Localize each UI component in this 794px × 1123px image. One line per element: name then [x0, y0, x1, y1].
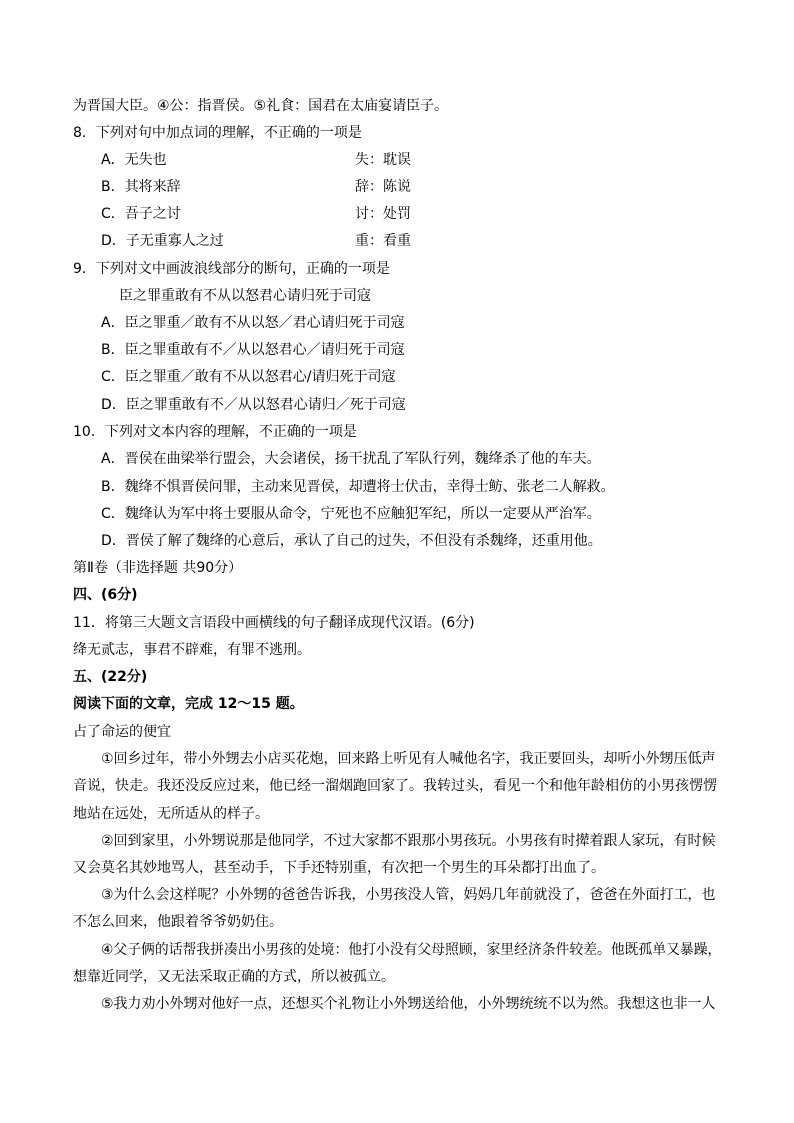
q9-option-d: D．臣之罪重敢有不／从以怒君心请归／死于司寇	[101, 397, 406, 413]
q9-sentence: 臣之罪重敢有不从以怒君心请归死于司寇	[119, 288, 371, 304]
q8-option-d-meaning: 重：看重	[355, 233, 411, 249]
q8-option-b-meaning: 辞：陈说	[355, 179, 411, 195]
q11-sentence: 绛无贰志，事君不辟难，有罪不逃刑。	[73, 642, 311, 658]
q10-option-c: C．魏绛认为军中将士要服从命令，宁死也不应触犯军纪，所以一定要从严治军。	[101, 506, 601, 522]
q8-option-c-meaning: 讨：处罚	[355, 206, 411, 222]
paragraph-3-line-1: ③为什么会这样呢？小外甥的爸爸告诉我，小男孩没人管，妈妈几年前就没了，爸爸在外面打工，也	[101, 887, 716, 903]
paragraph-1-line-1: ①回乡过年，带小外甥去小店买花炮，回来路上听见有人喊他名字，我正要回头，却听小外甥压低声	[101, 751, 716, 767]
article-title: 占了命运的便宜	[73, 724, 171, 740]
section-5-heading: 五、(22分)	[73, 669, 148, 685]
paragraph-2-line-1: ②回到家里，小外甥说那是他同学，不过大家都不跟那小男孩玩。小男孩有时撵着跟人家玩，有时候	[101, 833, 716, 849]
question-9: 9．下列对文中画波浪线部分的断句，正确的一项是	[73, 261, 390, 277]
paragraph-1-line-3: 地站在远处，无所适从的样子。	[73, 806, 269, 822]
paragraph-3-line-2: 不怎么回来，他跟着爷爷奶奶住。	[73, 914, 283, 930]
q9-option-c: C．臣之罪重／敢有不从以怒君心/请归死于司寇	[101, 369, 396, 385]
question-8: 8．下列对句中加点词的理解，不正确的一项是	[73, 125, 362, 141]
q8-option-c-text: C．吾子之讨	[101, 206, 181, 222]
q9-option-a: A．臣之罪重／敢有不从以怒／君心请归死于司寇	[101, 315, 405, 331]
paragraph-5-line-1: ⑤我力劝小外甥对他好一点，还想买个礼物让小外甥送给他，小外甥统统不以为然。我想这也非一人	[101, 996, 716, 1012]
reading-instruction: 阅读下面的文章，完成 12～15 题。	[73, 696, 304, 712]
volume-2-heading: 第Ⅱ卷（非选择题 共90分）	[73, 560, 243, 576]
q9-option-b: B．臣之罪重敢有不／从以怒君心／请归死于司寇	[101, 342, 405, 358]
q8-option-a	[101, 150, 411, 170]
q8-option-a-meaning: 失：耽误	[355, 152, 411, 168]
paragraph-4-line-2: 想靠近同学，又无法采取正确的方式，所以被孤立。	[73, 969, 395, 985]
q8-option-b-text: B．其将来辞	[101, 179, 181, 195]
question-11: 11．将第三大题文言语段中画横线的句子翻译成现代汉语。(6分)	[73, 615, 475, 631]
paragraph-4-line-1: ④父子俩的话帮我拼凑出小男孩的处境：他打小没有父母照顾，家里经济条件较差。他既孤单又暴躁，	[101, 942, 722, 958]
q8-option-b	[101, 177, 411, 197]
footnote-line: 为晋国大臣。④公：指晋侯。⑤礼食：国君在太庙宴请臣子。	[73, 98, 449, 114]
paragraph-2-line-2: 又会莫名其妙地骂人，甚至动手，下手还特别重，有次把一个男生的耳朵都打出血了。	[73, 860, 605, 876]
q10-option-a: A．晋侯在曲梁举行盟会，大会诸侯，扬干扰乱了军队行列，魏绛杀了他的车夫。	[101, 451, 601, 467]
q8-option-c	[101, 204, 411, 224]
q8-option-d	[101, 231, 411, 251]
q10-option-d: D．晋侯了解了魏绛的心意后，承认了自己的过失，不但没有杀魏绛，还重用他。	[101, 533, 602, 549]
section-4-heading: 四、(6分)	[73, 587, 138, 603]
q8-option-d-text: D．子无重寡人之过	[101, 233, 224, 249]
question-10: 10．下列对文本内容的理解，不正确的一项是	[73, 424, 357, 440]
q8-option-a-text: A．无失也	[101, 152, 167, 168]
paragraph-1-line-2: 音说，快走。我还没反应过来，他已经一溜烟跑回家了。我转过头，看见一个和他年龄相仿的小男孩愣愣	[73, 778, 717, 794]
q10-option-b: B．魏绛不惧晋侯问罪，主动来见晋侯，却遭将士伏击，幸得士鲂、张老二人解救。	[101, 479, 615, 495]
